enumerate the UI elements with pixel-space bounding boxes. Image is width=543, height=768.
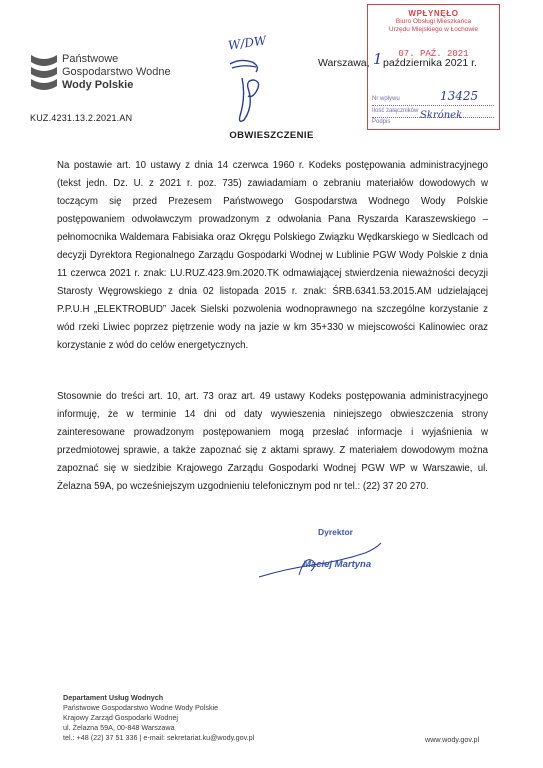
footer-website-link[interactable]: www.wody.gov.pl bbox=[425, 735, 480, 744]
logo-line-3: Wody Polskie bbox=[62, 79, 134, 91]
place-date-prefix: Warszawa, bbox=[318, 57, 370, 69]
stamp-row-1-line bbox=[372, 105, 494, 106]
footer-line-3: Krajowy Zarząd Gospodarki Wodnej bbox=[63, 713, 178, 722]
wody-polskie-logo-icon bbox=[30, 52, 58, 92]
stamp-office-line-1: Biuro Obsługi Mieszkańca bbox=[395, 18, 472, 25]
handwritten-note: W/DW bbox=[227, 33, 268, 53]
signature-name: Maciej Martyna bbox=[303, 559, 372, 570]
signature-title: Dyrektor bbox=[318, 527, 353, 537]
footer-line-4: ul. Żelazna 59A, 00-848 Warszawa bbox=[63, 723, 175, 732]
footer-block bbox=[63, 693, 254, 743]
stamp-row-3-label: Podpis bbox=[372, 119, 391, 125]
stamp-office-line-2: Urzędu Miejskiego w Łochowie bbox=[388, 26, 479, 33]
stamp-title: WPŁYNĘŁO bbox=[408, 9, 459, 18]
footer-department: Departament Usług Wodnych bbox=[63, 693, 164, 702]
paragraph-1: Na postawie art. 10 ustawy z dnia 14 czerwca 1960 r. Kodeks postępowania administracyjnego (tekst jedn. Dz. U. z 2021 r. poz. 735) zawiadamiam o zebraniu materiałów dowodowych w toczącym się przed Prezesem Państwowego Gospodarstwa Wodnego Wody Polskie postępowaniem odwoławczym prowadzonym z odwołania Pana Ryszarda Karaszewskiego – pełnomocnika Waldemara Fabisiaka oraz Okręgu Polskiego Związku Wędkarskiego w Siedlcach od decyzji Dyrektora Regionalnego Zarządu Gospodarki Wodnej w Lublinie PGW Wody Polskie z dnia 11 czerwca 2021 r. znak: LU.RUZ.423.9m.2020.TK odmawiającej stwierdzenia nieważności decyzji Starosty Węgrowskiego z dnia 02 listopada 2015 r. znak: ŚRB.6341.53.2015.AM udzielającej P.P.U.H „ELEKTROBUD” Jacek Sielski pozwolenia wodnoprawnego na szczególne korzystanie z wód rzeki Liwiec poprzez piętrzenie wody na jazie w km 35+330 w miejscowości Kalinowiec oraz korzystanie z wód do celów energetycznych. bbox=[57, 160, 488, 351]
place-date-suffix: października 2021 r. bbox=[383, 57, 477, 69]
logo-line-2: Gospodarstwo Wodne bbox=[62, 66, 171, 78]
logo-text bbox=[62, 53, 171, 92]
case-reference: KUZ.4231.13.2.2021.AN bbox=[30, 113, 133, 123]
stamp-row-1-label: Nr wpływu bbox=[372, 96, 400, 102]
handwritten-day: 1 bbox=[373, 50, 383, 68]
document-title: OBWIESZCZENIE bbox=[229, 130, 314, 141]
logo-line-1: Państwowe bbox=[62, 53, 119, 65]
handwritten-initials-icon bbox=[226, 50, 276, 130]
stamp-handwritten-number: 13425 bbox=[440, 89, 479, 103]
footer-line-2: Państwowe Gospodarstwo Wodne Wody Polskie bbox=[63, 703, 219, 712]
stamp-date: 07. PAŹ. 2021 bbox=[398, 49, 469, 59]
stamp-row-2-label: Ilość załączników bbox=[372, 108, 419, 114]
paragraph-2: Stosownie do treści art. 10, art. 73 oraz art. 49 ustawy Kodeks postępowania administracyjnego informuję, że w terminie 14 dni od daty wywieszenia niniejszego obwieszczenia strony zainteresowane prowadzonym postępowaniem mogą przesłać informacje i wyjaśnienia w przedmiotowej sprawie, a także zapoznać się z aktami sprawy. Z materiałem dowodowym można zapoznać się w siedzibie Krajowego Zarządu Gospodarki Wodnej PGW WP w Warszawie, ul. Żelazna 59A, po wcześniejszym uzgodnieniu telefonicznym pod nr tel.: (22) 37 20 270. bbox=[57, 391, 488, 492]
footer-line-5: tel.: +48 (22) 37 51 336 | e-mail: sekretariat.ku@wody.gov.pl bbox=[63, 733, 255, 742]
stamp-handwritten-signature: Skrónek bbox=[420, 110, 463, 121]
